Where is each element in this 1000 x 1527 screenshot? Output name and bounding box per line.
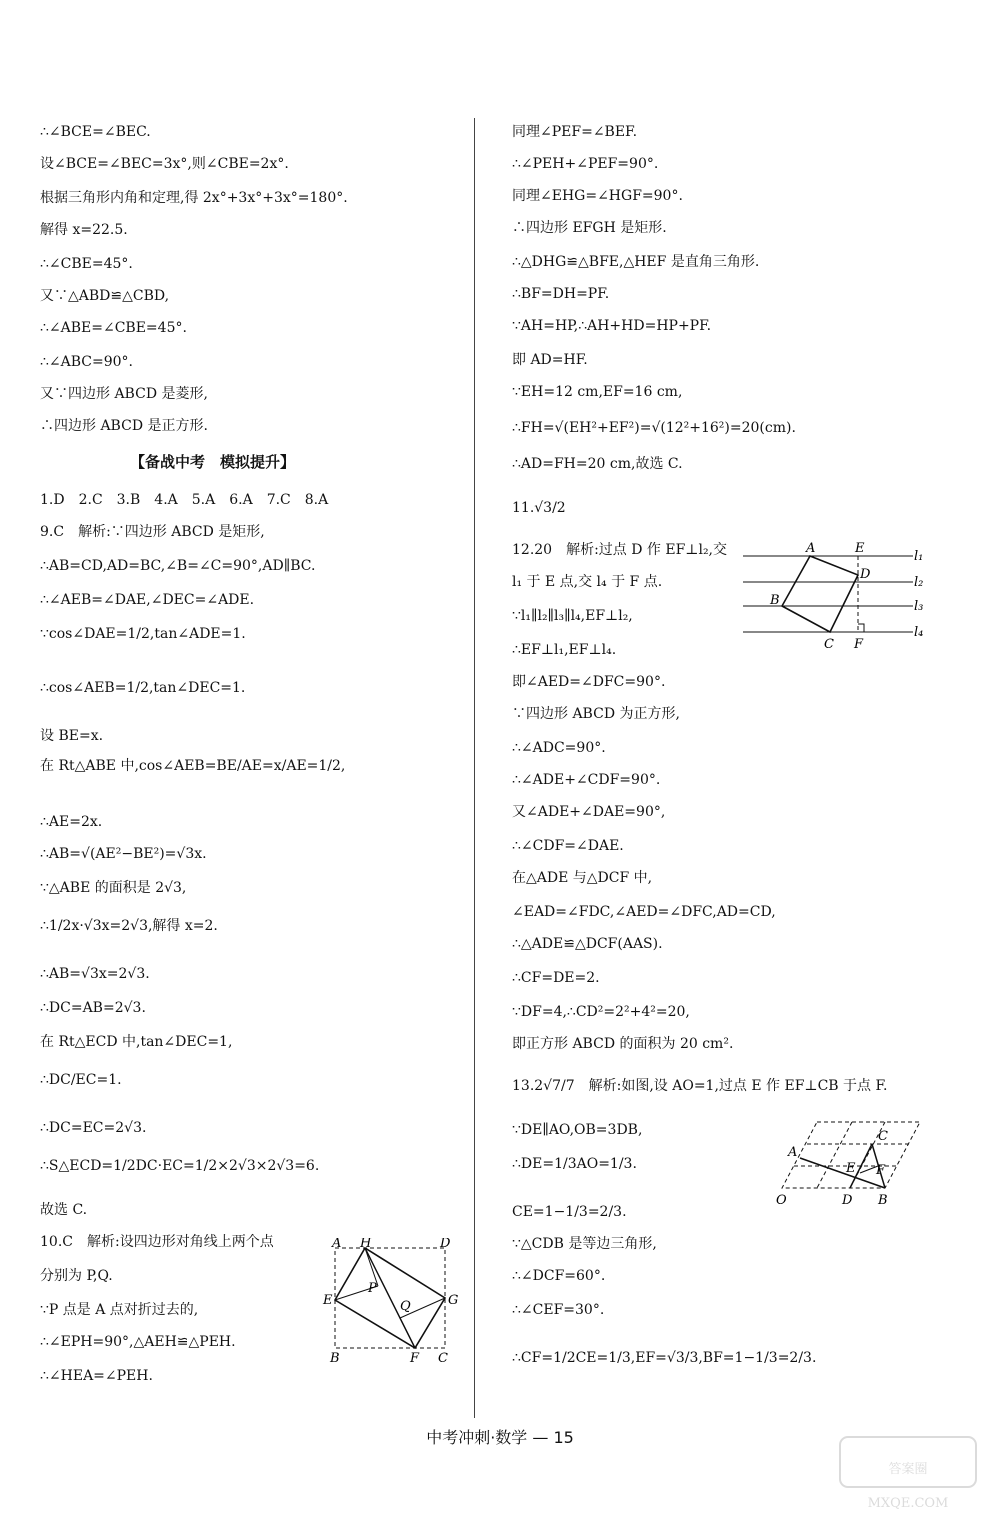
fig10-label: G <box>448 1293 459 1308</box>
text-line: ∴∠AEB=∠DAE,∠DEC=∠ADE. <box>40 592 255 608</box>
fig10-label: D <box>440 1238 451 1251</box>
text-line: ∴FH=√(EH²+EF²)=√(12²+16²)=20(cm). <box>512 420 796 436</box>
fig13-label: C <box>878 1129 888 1144</box>
text-line: ∵AH=HP,∴AH+HD=HP+PF. <box>512 318 712 334</box>
text-line: 在 Rt△ABE 中,cos∠AEB=BE/AE=x/AE=1/2, <box>40 758 346 774</box>
text-line: ∴DC/EC=1. <box>40 1072 122 1088</box>
text-line: ∴cos∠AEB=1/2,tan∠DEC=1. <box>40 680 246 696</box>
text-line: ∵△CDB 是等边三角形, <box>512 1236 657 1252</box>
text-line: ∴∠ABE=∠CBE=45°. <box>40 320 187 336</box>
text-line: ∵△ABE 的面积是 2√3, <box>40 880 187 896</box>
text-line: ∴AB=√3x=2√3. <box>40 966 150 982</box>
text-line: ∴1/2x·√3x=2√3,解得 x=2. <box>40 918 218 934</box>
figure-13 <box>772 1118 932 1210</box>
text-line: ∴AD=FH=20 cm,故选 C. <box>512 456 683 472</box>
fig13-label: B <box>878 1193 888 1208</box>
fig12-label: l₂ <box>914 575 924 590</box>
text-line: ∠EAD=∠FDC,∠AED=∠DFC,AD=CD, <box>512 904 776 920</box>
fig12-label: l₃ <box>914 599 924 614</box>
text-line: ∵cos∠DAE=1/2,tan∠ADE=1. <box>40 626 246 642</box>
text-line: 在 Rt△ECD 中,tan∠DEC=1, <box>40 1034 233 1050</box>
fig12-label: B <box>770 593 780 608</box>
text-line: 分别为 P,Q. <box>40 1268 113 1284</box>
fig10-label: P <box>368 1281 377 1296</box>
text-line: 又∠ADE+∠DAE=90°, <box>512 804 666 820</box>
fig12-label: l₄ <box>914 625 924 640</box>
text-line: ∴AE=2x. <box>40 814 103 830</box>
text-line: ∴△ADE≌△DCF(AAS). <box>512 936 663 952</box>
column-divider <box>474 118 475 1418</box>
fig10-label: A <box>332 1238 342 1251</box>
text-line: CE=1−1/3=2/3. <box>512 1204 627 1220</box>
fig13-label: D <box>842 1193 853 1208</box>
fig12-label: D <box>860 567 871 582</box>
figure-10 <box>320 1238 470 1368</box>
text-line: ∴∠DCF=60°. <box>512 1268 606 1284</box>
text-line: ∴∠CDF=∠DAE. <box>512 838 624 854</box>
text-line: ∴∠ADC=90°. <box>512 740 606 756</box>
text-line: 同理∠EHG=∠HGF=90°. <box>512 188 683 204</box>
text-line: 11.√3/2 <box>512 500 566 516</box>
text-line: ∴∠EPH=90°,△AEH≌△PEH. <box>40 1334 236 1350</box>
fig12-label: C <box>824 637 834 652</box>
text-line: ∵DF=4,∴CD²=2²+4²=20, <box>512 1004 690 1020</box>
text-line: ∴EF⊥l₁,EF⊥l₄. <box>512 642 617 658</box>
text-line: ∴∠PEH+∠PEF=90°. <box>512 156 659 172</box>
svg-text:MXQE.COM: MXQE.COM <box>867 1496 949 1511</box>
text-line: ∴∠ADE+∠CDF=90°. <box>512 772 661 788</box>
section-heading: 【备战中考 模拟提升】 <box>130 453 296 471</box>
text-line: 12.20 解析:过点 D 作 EF⊥l₂,交 <box>512 542 728 558</box>
fig10-label: C <box>438 1351 448 1366</box>
text-line: ∴AB=√(AE²−BE²)=√3x. <box>40 846 207 862</box>
fig10-label: B <box>330 1351 340 1366</box>
text-line: 同理∠PEF=∠BEF. <box>512 124 638 140</box>
text-line: ∴∠CEF=30°. <box>512 1302 605 1318</box>
text-line: ∵P 点是 A 点对折过去的, <box>40 1302 199 1318</box>
text-line: 又∵△ABD≌△CBD, <box>40 288 170 304</box>
text-line: ∴CF=1/2CE=1/3,EF=√3/3,BF=1−1/3=2/3. <box>512 1350 817 1366</box>
fig12-label: E <box>855 541 865 556</box>
text-line: 1.D 2.C 3.B 4.A 5.A 6.A 7.C 8.A <box>40 492 329 508</box>
text-line: ∵EH=12 cm,EF=16 cm, <box>512 384 683 400</box>
text-line: 10.C 解析:设四边形对角线上两个点 <box>40 1234 274 1250</box>
fig12-label: A <box>806 541 816 556</box>
fig10-label: Q <box>400 1299 411 1314</box>
text-line: 9.C 解析:∵四边形 ABCD 是矩形, <box>40 524 265 540</box>
text-line: ∴S△ECD=1/2DC·EC=1/2×2√3×2√3=6. <box>40 1158 320 1174</box>
text-line: ∴∠CBE=45°. <box>40 256 133 272</box>
text-line: ∵四边形 ABCD 为正方形, <box>512 706 680 722</box>
text-line: 根据三角形内角和定理,得 2x°+3x°+3x°=180°. <box>40 190 348 206</box>
fig13-label: E <box>846 1161 856 1176</box>
text-line: ∴CF=DE=2. <box>512 970 600 986</box>
text-line: 即正方形 ABCD 的面积为 20 cm². <box>512 1036 734 1052</box>
text-line: 13.2√7/7 解析:如图,设 AO=1,过点 E 作 EF⊥CB 于点 F. <box>512 1078 888 1094</box>
text-line: ∴四边形 ABCD 是正方形. <box>40 418 208 434</box>
text-line: ∴DC=AB=2√3. <box>40 1000 146 1016</box>
text-line: 又∵四边形 ABCD 是菱形, <box>40 386 208 402</box>
text-line: ∴∠HEA=∠PEH. <box>40 1368 153 1384</box>
text-line: ∴∠BCE=∠BEC. <box>40 124 151 140</box>
text-line: 在△ADE 与△DCF 中, <box>512 870 653 886</box>
text-line: ∴△DHG≌△BFE,△HEF 是直角三角形. <box>512 254 760 270</box>
text-line: l₁ 于 E 点,交 l₄ 于 F 点. <box>512 574 663 590</box>
text-line: ∵l₁∥l₂∥l₃∥l₄,EF⊥l₂, <box>512 608 633 624</box>
svg-text:答案圈: 答案圈 <box>888 1462 928 1477</box>
fig10-label: H <box>360 1238 372 1251</box>
fig10-label: E <box>323 1293 333 1308</box>
figure-12 <box>738 538 928 653</box>
text-line: ∴DC=EC=2√3. <box>40 1120 147 1136</box>
text-line: ∴BF=DH=PF. <box>512 286 610 302</box>
text-line: ∵DE∥AO,OB=3DB, <box>512 1122 643 1138</box>
fig13-label: O <box>776 1193 787 1208</box>
text-line: ∴∠ABC=90°. <box>40 354 134 370</box>
fig10-label: F <box>410 1351 420 1366</box>
fig12-label: F <box>854 637 864 652</box>
text-line: ∴DE=1/3AO=1/3. <box>512 1156 637 1172</box>
text-line: 故选 C. <box>40 1202 88 1218</box>
page-footer: 中考冲刺·数学 — 15 <box>426 1428 574 1447</box>
text-line: 解得 x=22.5. <box>40 222 128 238</box>
text-line: ∴四边形 EFGH 是矩形. <box>512 220 667 236</box>
text-line: 设 BE=x. <box>40 728 104 744</box>
text-line: 即 AD=HF. <box>512 352 588 368</box>
watermark-logo <box>838 1435 978 1515</box>
fig13-label: A <box>788 1145 798 1160</box>
text-line: ∴AB=CD,AD=BC,∠B=∠C=90°,AD∥BC. <box>40 558 316 574</box>
fig13-label: F <box>876 1163 886 1178</box>
fig12-label: l₁ <box>914 549 924 564</box>
text-line: 即∠AED=∠DFC=90°. <box>512 674 666 690</box>
text-line: 设∠BCE=∠BEC=3x°,则∠CBE=2x°. <box>40 156 289 172</box>
